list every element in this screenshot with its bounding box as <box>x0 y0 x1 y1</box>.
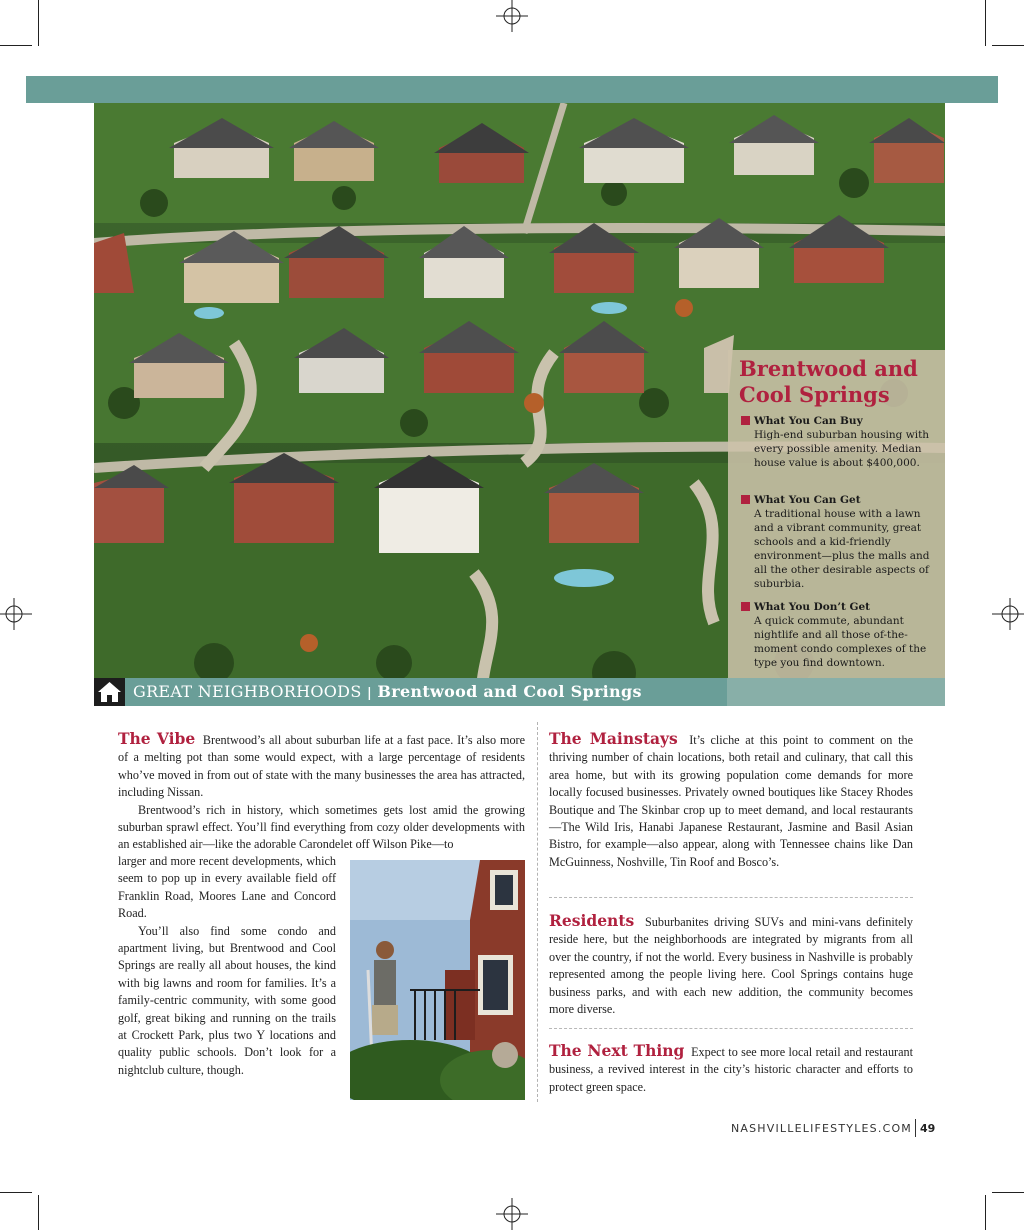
crop-mark <box>0 45 32 46</box>
sidebar-heading: What You Can Get <box>754 494 861 506</box>
registration-mark-left <box>0 598 32 630</box>
section-name: GREAT NEIGHBORHOODS <box>133 682 362 701</box>
next-thing-body: Expect to see more local retail and restaurant business, a revived interest in the city’s historic character and efforts to protect green space. <box>549 1045 913 1094</box>
sidebar-panel <box>728 350 945 678</box>
crop-mark <box>992 45 1024 46</box>
sidebar-section-dont-get <box>741 600 941 670</box>
crop-mark <box>992 1192 1024 1193</box>
section-divider <box>549 1028 913 1029</box>
label-separator: | <box>366 686 372 701</box>
house-icon-box <box>94 678 125 706</box>
registration-mark-top <box>496 0 528 32</box>
resident-gardening-photo <box>350 860 525 1100</box>
crop-mark <box>985 1195 986 1230</box>
sidebar-section-get <box>741 493 941 591</box>
location-name: Brentwood and Cool Springs <box>377 682 642 701</box>
crop-mark <box>0 1192 32 1193</box>
residents-article <box>549 912 913 1018</box>
mainstays-article <box>549 730 913 871</box>
sidebar-section-buy <box>741 414 941 470</box>
crop-mark <box>985 0 986 46</box>
sidebar-heading: What You Can Buy <box>754 415 863 427</box>
crop-mark <box>38 0 39 46</box>
vibe-paragraph-2-continued: larger and more recent developments, which seem to pop up in every available field off Franklin Road, Moores Lane and Concord Road. <box>118 854 336 921</box>
vibe-heading: The Vibe <box>118 729 196 748</box>
sidebar-heading: What You Don’t Get <box>754 601 871 613</box>
section-label <box>133 682 642 704</box>
vibe-paragraph-1: Brentwood’s all about suburban life at a fast pace. It’s also more of a melting pot than some would expect, with a large percentage of residents who’ve moved in from out of state with the many businesses the area has attracted, including Nissan. <box>118 733 526 800</box>
bullet-square-icon <box>741 416 750 425</box>
section-divider <box>549 897 913 898</box>
vibe-article <box>118 730 525 854</box>
registration-mark-right <box>992 598 1024 630</box>
sidebar-body: A quick commute, abundant nightlife and all those of-the-moment condo complexes of the type you find downtown. <box>754 615 927 669</box>
registration-mark-bottom <box>496 1198 528 1230</box>
sidebar-title: Brentwood and Cool Springs <box>739 356 918 407</box>
sidebar-body: A traditional house with a lawn and a vibrant community, great schools and a kid-friendly environment—plus the malls and all the other desirable aspects of suburbia. <box>754 508 930 590</box>
residents-heading: Residents <box>549 911 635 930</box>
crop-mark <box>38 1195 39 1230</box>
residents-body: Suburbanites driving SUVs and mini-vans definitely reside here, but the neighborhoods are integrated by migrants from all over the country, if not the world. Every business in Nashville is probably represented among the people living here. Cool Springs contains huge business parks, and with each new addition, the community becomes more diverse. <box>549 915 914 1017</box>
column-divider <box>537 722 538 1102</box>
page-number: 49 <box>920 1122 936 1135</box>
vibe-paragraph-2: Brentwood’s rich in history, which sometimes gets lost amid the growing suburban sprawl effect. You’ll find everything from cozy older developments with an established air—like the adorable Carondelet off Wilson Pike—to <box>118 802 525 852</box>
label-bar-right <box>727 678 945 706</box>
mainstays-heading: The Mainstays <box>549 729 678 748</box>
bullet-square-icon <box>741 602 750 611</box>
house-icon <box>94 678 125 706</box>
sidebar-body: High-end suburban housing with every possible amenity. Median house value is about $400,000. <box>754 429 930 469</box>
next-thing-article <box>549 1042 913 1096</box>
bullet-square-icon <box>741 495 750 504</box>
header-band <box>26 76 998 103</box>
next-thing-heading: The Next Thing <box>549 1041 685 1060</box>
vibe-article-continued <box>118 853 336 1079</box>
vibe-paragraph-3: You’ll also find some condo and apartment living, but Brentwood and Cool Springs are really all about houses, the kind with big lawns and room for families. It’s a family-centric community, with some good golf, great biking and running on the trails at Crockett Park, plus two Y locations and quality public schools. Don’t look for a nightclub culture, though. <box>118 923 336 1077</box>
footer-site[interactable]: NASHVILLELIFESTYLES.COM <box>730 1122 912 1135</box>
footer-separator <box>915 1119 916 1137</box>
mainstays-body: It’s cliche at this point to comment on the thriving number of chain locations, both retail and culinary, that call this area home, but with its growing population come demands for more locally focused businesses. Privately owned boutiques like Stacey Rhodes Boutique and The Skinbar crop up to meet demand, and local restaurants—The Wild Iris, Hanabi Japanese Restaurant, Jasmine and Basil Asian Bistro, for example—also appear, along with Tennessee chains like Dan McGuinness, Noshville, Tin Roof and Bosco’s. <box>549 733 913 869</box>
